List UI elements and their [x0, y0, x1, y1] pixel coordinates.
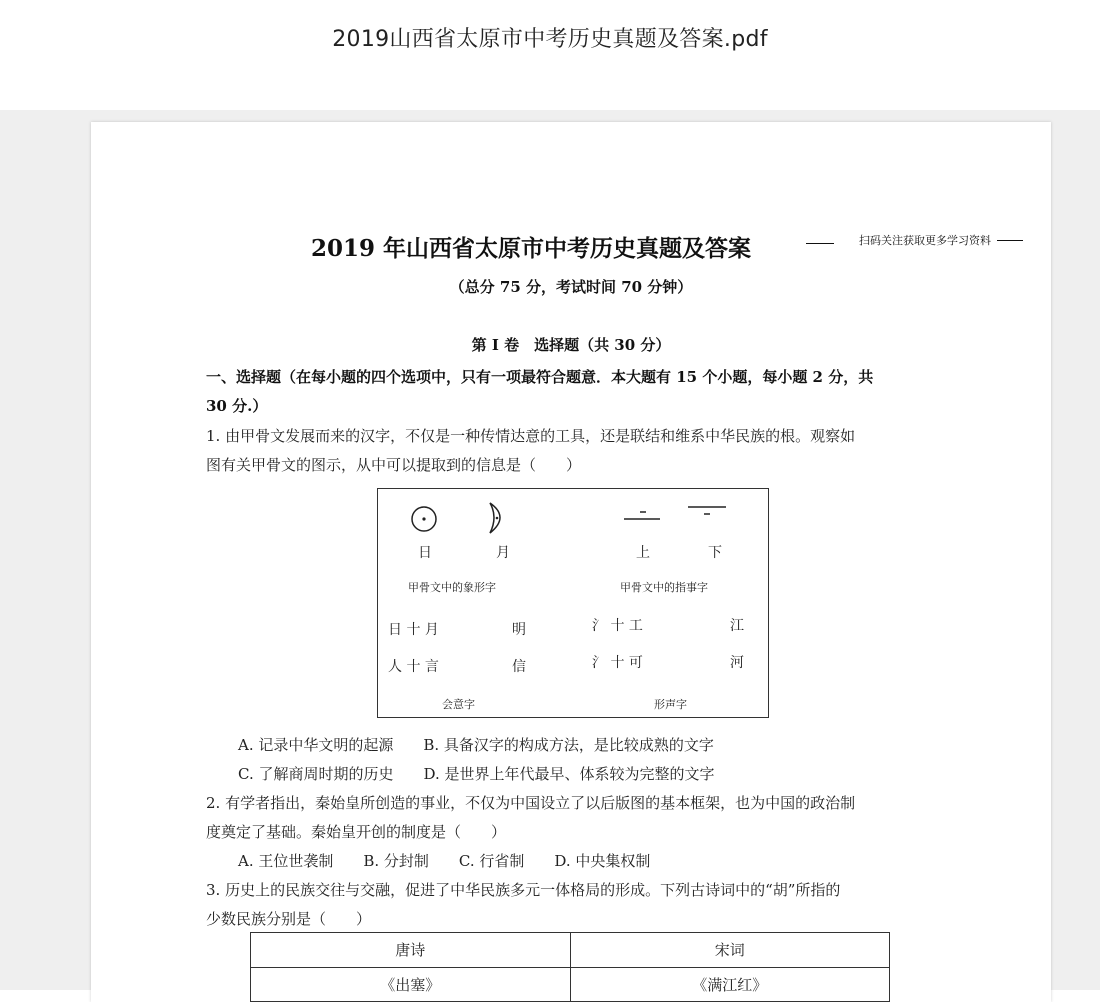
- watermark-rule-left: [806, 243, 834, 244]
- pdf-page: [91, 122, 1051, 1002]
- char-xia: 下: [708, 545, 722, 561]
- table-cell: 《满江红》: [570, 967, 890, 1002]
- huiyi-row-2-formula: 人 十 言: [388, 659, 439, 675]
- huiyi-row-1-result: 明: [512, 622, 526, 638]
- xingsheng-row-2-result: 河: [730, 655, 744, 671]
- viewer-title-bar: [0, 0, 1100, 110]
- xingsheng-label: 形声字: [654, 698, 687, 711]
- question-3-line-1: 3. 历史上的民族交往与交融，促进了中华民族多元一体格局的形成。下列古诗词中的“胡”所指的: [206, 881, 841, 899]
- zhishi-label: 甲骨文中的指事字: [620, 581, 708, 594]
- table-cell: 《出塞》: [251, 967, 571, 1002]
- moon-glyph-dot: [496, 517, 499, 520]
- table-row: [251, 967, 890, 1002]
- question-3-table: [250, 932, 890, 1002]
- question-1-line-1: 1. 由甲骨文发展而来的汉字，不仅是一种传情达意的工具，还是联结和维系中华民族的根。观察如: [206, 427, 856, 445]
- question-1-options-line-1: A. 记录中华文明的起源 B. 具备汉字的构成方法，是比较成熟的文字: [238, 736, 714, 754]
- question-2-options: A. 王位世袭制 B. 分封制 C. 行省制 D. 中央集权制: [238, 852, 651, 870]
- file-title: 2019山西省太原市中考历史真题及答案.pdf: [332, 27, 768, 52]
- char-ri: 日: [418, 545, 432, 561]
- section-title: 第 I 卷 选择题（共 30 分）: [471, 336, 671, 354]
- huiyi-row-2-result: 信: [512, 659, 526, 675]
- table-header-cell: 宋词: [570, 933, 890, 968]
- sun-glyph-dot: [422, 517, 425, 520]
- question-2-line-2: 度奠定了基础。秦始皇开创的制度是（ ）: [206, 823, 507, 841]
- question-2-line-1: 2. 有学者指出，秦始皇所创造的事业，不仅为中国设立了以后版图的基本框架，也为中国的政治制: [206, 794, 856, 812]
- moon-glyph-icon: [490, 503, 500, 533]
- char-shang: 上: [636, 545, 650, 561]
- huiyi-label: 会意字: [442, 698, 475, 711]
- exam-subtitle: （总分 75 分，考试时间 70 分钟）: [449, 278, 693, 296]
- xingsheng-row-2-formula: 氵 十 可: [592, 655, 643, 671]
- question-1-options-line-2: C. 了解商周时期的历史 D. 是世界上年代最早、体系较为完整的文字: [238, 765, 715, 783]
- watermark-text: 扫码关注获取更多学习资料: [859, 234, 991, 247]
- char-yue: 月: [496, 545, 510, 561]
- xingsheng-row-1-formula: 氵 十 工: [592, 618, 643, 634]
- instruction-line-2: 30 分.）: [206, 397, 268, 415]
- huiyi-row-1-formula: 日 十 月: [388, 622, 439, 638]
- instruction-line-1: 一、选择题（在每小题的四个选项中，只有一项最符合题意．本大题有 15 个小题，每小题 2 分，共: [206, 368, 874, 386]
- xiangxing-label: 甲骨文中的象形字: [408, 581, 496, 594]
- xingsheng-row-1-result: 江: [730, 618, 744, 634]
- figure-glyph-drawings: [378, 489, 768, 717]
- watermark-rule-right: [997, 240, 1023, 241]
- document-title: 2019 年山西省太原市中考历史真题及答案: [310, 235, 752, 262]
- oracle-bone-figure: [377, 488, 769, 718]
- table-header-row: [251, 933, 890, 968]
- question-1-line-2: 图有关甲骨文的图示，从中可以提取到的信息是（ ）: [206, 456, 582, 474]
- question-3-line-2: 少数民族分别是（ ）: [206, 910, 372, 928]
- watermark: [859, 232, 1023, 248]
- table-header-cell: 唐诗: [251, 933, 571, 968]
